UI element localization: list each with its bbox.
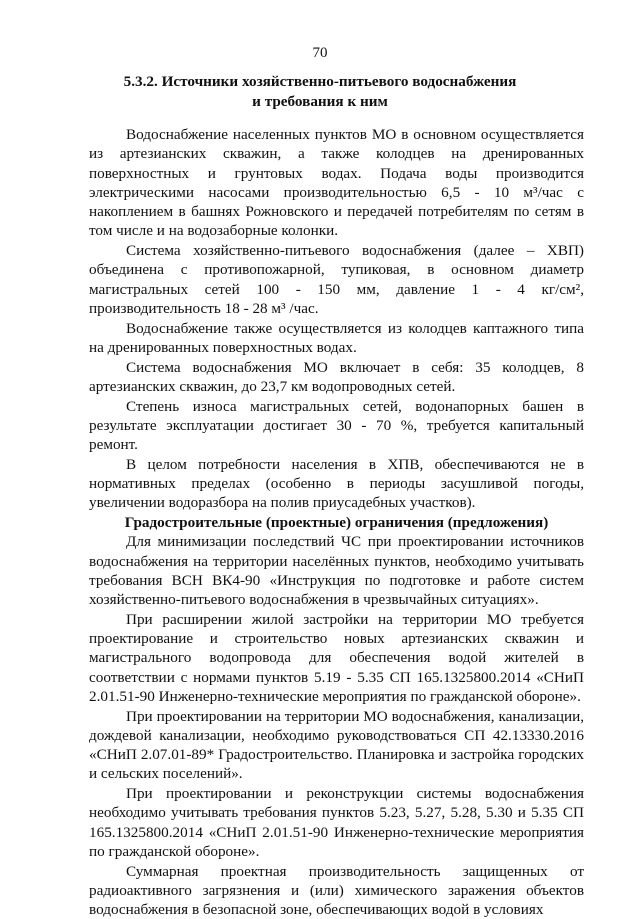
section-heading-line-1: 5.3.2. Источники хозяйственно-питьевого водоснабжения bbox=[120, 72, 520, 92]
paragraph: При проектировании и реконструкции системы водоснабжения необходимо учитывать требования пунктов 5.23, 5.27, 5.28, 5.30 и 5.35 СП 165.1325800.2014 «СНиП 2.01.51-90 Инженерно-технические мероприятия по гражданской обороне». bbox=[89, 784, 584, 861]
paragraph: Для минимизации последствий ЧС при проектировании источников водоснабжения на территории населённых пунктов, необходимо учитывать требования ВСН ВК4-90 «Инструкция по подготовке и работе систем хозяйственно-питьевого водоснабжения в чрезвычайных ситуациях». bbox=[89, 532, 584, 609]
document-body bbox=[89, 125, 584, 919]
paragraph: Водоснабжение населенных пунктов МО в основном осуществляется из артезианских скважин, а также колодцев на дренированных поверхностных и грунтовых водах. Подача воды производится электрическими насосами производительностью 6,5 - 10 м³/час с накоплением в башнях Рожновского и передачей потребителям по сетям в том числе и на водозаборные колонки. bbox=[89, 125, 584, 241]
subsection-heading: Градостроительные (проектные) ограничения (предложения) bbox=[89, 513, 584, 532]
paragraph: В целом потребности населения в ХПВ, обеспечиваются не в нормативных пределах (особенно в периоды засушливой погоды, увеличении водоразбора на полив приусадебных участков). bbox=[89, 455, 584, 513]
paragraph: Суммарная проектная производительность защищенных от радиоактивного загрязнения и (или) химического заражения объектов водоснабжения в безопасной зоне, обеспечивающих водой в условиях bbox=[89, 862, 584, 919]
paragraph: Система водоснабжения МО включает в себя: 35 колодцев, 8 артезианских скважин, до 23,7 км водопроводных сетей. bbox=[89, 358, 584, 397]
paragraph: При проектировании на территории МО водоснабжения, канализации, дождевой канализации, необходимо руководствоваться СП 42.13330.2016 «СНиП 2.07.01-89* Градостроительство. Планировка и застройка городских и сельских поселений». bbox=[89, 707, 584, 784]
paragraph: Система хозяйственно-питьевого водоснабжения (далее – ХВП) объединена с противопожарной, тупиковая, в основном диаметр магистральных сетей 100 - 150 мм, давление 1 - 4 кг/см², производительность 18 - 28 м³ /час. bbox=[89, 241, 584, 318]
section-heading bbox=[120, 72, 520, 111]
paragraph: Водоснабжение также осуществляется из колодцев каптажного типа на дренированных поверхностных водах. bbox=[89, 319, 584, 358]
page-number: 70 bbox=[0, 44, 640, 62]
paragraph: При расширении жилой застройки на территории МО требуется проектирование и строительство новых артезианских скважин и магистрального водопровода для обеспечения водой жителей в соответствии с нормами пунктов 5.19 - 5.35 СП 165.1325800.2014 «СНиП 2.01.51-90 Инженерно-технические мероприятия по гражданской обороне». bbox=[89, 610, 584, 706]
section-heading-line-2: и требования к ним bbox=[120, 92, 520, 112]
paragraph: Степень износа магистральных сетей, водонапорных башен в результате эксплуатации достигает 30 - 70 %, требуется капитальный ремонт. bbox=[89, 397, 584, 455]
